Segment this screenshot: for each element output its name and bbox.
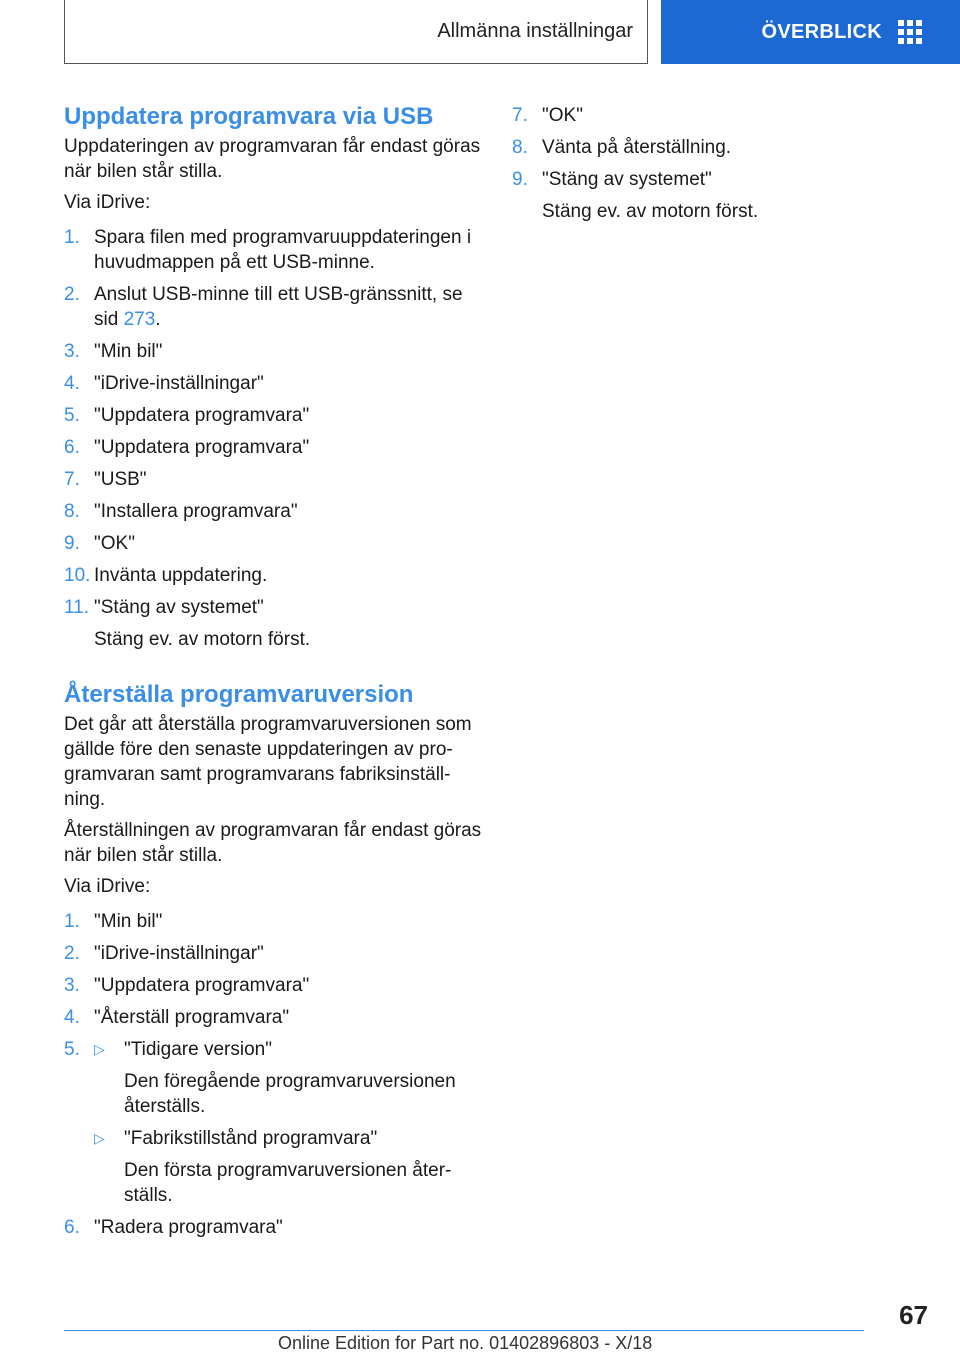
usb-update-steps xyxy=(64,225,484,652)
right-column xyxy=(512,100,912,231)
list-item: 11. "Stäng av systemet" Stäng ev. av motorn först. xyxy=(64,597,311,650)
grid-icon xyxy=(898,20,922,44)
list-item: 7. "OK" xyxy=(512,105,583,126)
left-column xyxy=(64,100,484,1247)
usb-update-via: Via iDrive: xyxy=(64,192,151,213)
restore-intro-2: Återställningen av programvaran får endast göras när bilen står stilla. xyxy=(64,820,482,866)
list-item: 3. "Uppdatera programvara" xyxy=(64,975,310,996)
list-item: 6. "Uppdatera programvara" xyxy=(64,437,310,458)
restore-steps xyxy=(64,909,484,1240)
restore-section xyxy=(64,678,484,1240)
list-item: 8. Vänta på återställning. xyxy=(512,137,732,158)
list-item: ▷ "Fabrikstillstånd programvara" Den första programvaruversionen återställs. xyxy=(94,1128,452,1206)
list-item: 6. "Radera programvara" xyxy=(64,1217,283,1238)
usb-update-heading: Uppdatera programvara via USB xyxy=(64,103,434,130)
list-item: 7. "USB" xyxy=(64,469,147,490)
restore-options xyxy=(94,1037,484,1208)
list-item: 2. Anslut USB-minne till ett USB-gränssnitt, se sid 273. xyxy=(64,284,463,330)
overview-label: ÖVERBLICK xyxy=(761,20,882,43)
list-item: 8. "Installera programvara" xyxy=(64,501,298,522)
edition-text: Online Edition for Part no. 01402896803 - X/18 xyxy=(278,1333,653,1353)
section-header-tab[interactable] xyxy=(64,0,648,64)
restore-intro: Det går att återställa programvaruversionen som gällde före den senaste uppdateringen av programvaran samt programvarans fabriksinställning. xyxy=(64,714,472,810)
page-reference-link[interactable]: 273 xyxy=(123,309,156,330)
list-item: 4. "iDrive-inställningar" xyxy=(64,373,264,394)
list-item: 5. ▷ "Tidigare version" Den föregående programvaruversionen återställs. ▷ "Fabrikstillstånd programvara" Den första programvaruversionen återställs. xyxy=(64,1037,484,1208)
overview-button[interactable] xyxy=(661,0,960,64)
list-item: 10. Invänta uppdatering. xyxy=(64,565,268,586)
restore-steps-continued xyxy=(512,103,912,224)
triangle-bullet-icon: ▷ xyxy=(94,1041,105,1057)
footer-divider xyxy=(64,1330,864,1331)
list-item: 5. "Uppdatera programvara" xyxy=(64,405,310,426)
list-item: 3. "Min bil" xyxy=(64,341,163,362)
list-item: 1. Spara filen med programvaruuppdateringen i huvudmappen på ett USB-minne. xyxy=(64,227,472,273)
restore-via: Via iDrive: xyxy=(64,876,151,897)
list-item: 1. "Min bil" xyxy=(64,911,163,932)
list-item: 4. "Återställ programvara" xyxy=(64,1007,290,1028)
list-item: 9. "OK" xyxy=(64,533,135,554)
list-item: ▷ "Tidigare version" Den föregående programvaruversionen återställs. xyxy=(94,1039,456,1117)
section-title: Allmänna inställningar xyxy=(437,20,633,42)
triangle-bullet-icon: ▷ xyxy=(94,1130,105,1146)
page-number: 67 xyxy=(899,1300,928,1330)
list-item: 9. "Stäng av systemet" Stäng ev. av motorn först. xyxy=(512,169,759,222)
list-item: 2. "iDrive-inställningar" xyxy=(64,943,264,964)
restore-heading: Återställa programvaruversion xyxy=(64,681,414,708)
usb-update-intro: Uppdateringen av programvaran får endast göras när bilen står stilla. xyxy=(64,136,481,182)
